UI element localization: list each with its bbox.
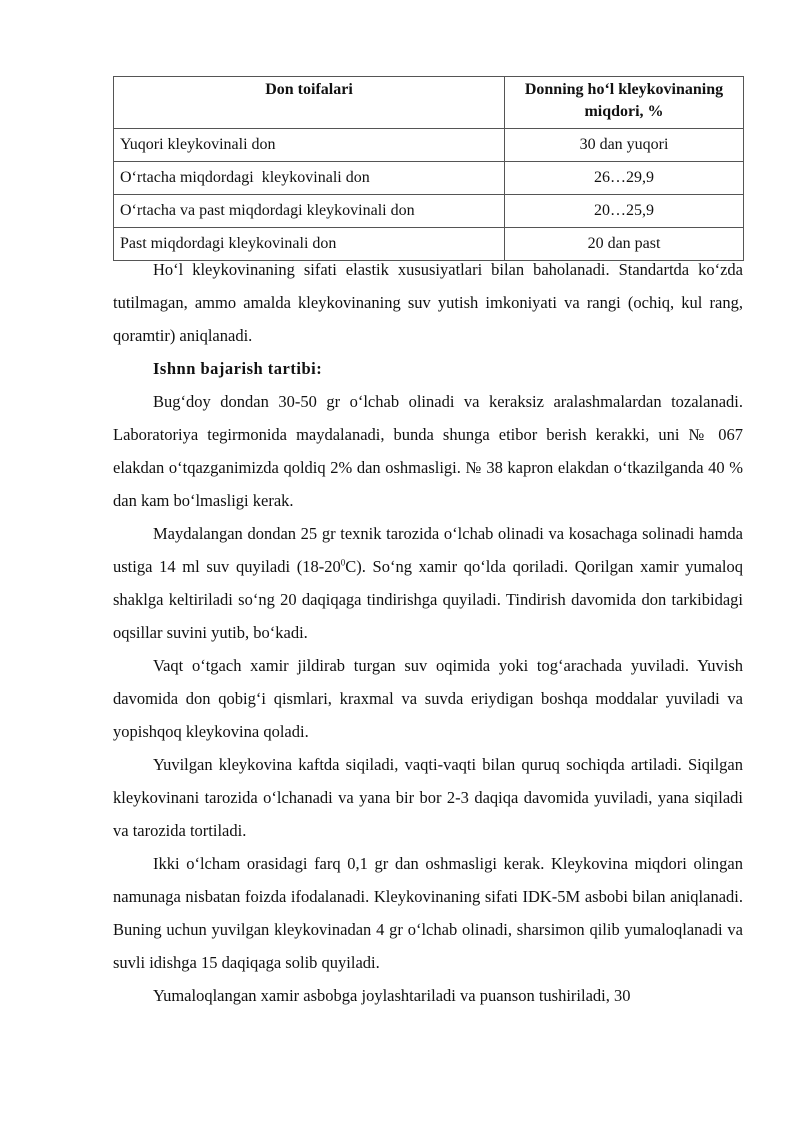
paragraph-dough-kneading: [113, 517, 743, 649]
category-cell: Yuqori kleykovinali don: [114, 129, 505, 162]
section-heading: Ishnn bajarish tartibi:: [153, 359, 323, 378]
category-cell: O‘rtacha va past miqdordagi kleykovinali don: [114, 195, 505, 228]
amount-cell: 20 dan past: [505, 228, 744, 261]
paragraph-dough-washing: Vaqt o‘tgach xamir jildirab turgan suv oqimida yoki tog‘arachada yuviladi. Yuvish davomida don qobig‘i qismlari, kraxmal va suvda eriydigan boshqa moddalar yuviladi va yopishqoq kleykovina qoladi.: [113, 656, 743, 741]
dough-text-start: Maydalangan dondan 25 gr texnik tarozida o‘lchab olinadi va kosachaga solinadi hamda ustiga 14 ml suv quyiladi (18-20: [113, 524, 743, 576]
category-cell: Past miqdordagi kleykovinali don: [114, 228, 505, 261]
table-row: [114, 129, 744, 162]
paragraph-grain-preparation: Bug‘doy dondan 30-50 gr o‘lchab olinadi va keraksiz aralashmalardan tozalanadi. Laboratoriya tegirmonida maydalanadi, bunda shunga etibor berish kerakki, uni № 067 elakdan o‘tqazganimizda qoldiq 2% dan oshmasligi. № 38 kapron elakdan o‘tkazilganda 40 % dan kam bo‘lmasligi kerak.: [113, 392, 743, 510]
paragraph-gluten-weighing: Yuvilgan kleykovina kaftda siqiladi, vaqti-vaqti bilan quruq sochiqda artiladi. Siqilgan kleykovinani tarozida o‘lchanadi va yana bir bor 2-3 daqiqa davomida yuviladi, yana siqiladi va tarozida tortiladi.: [113, 755, 743, 840]
amount-cell: 20…25,9: [505, 195, 744, 228]
table-row: [114, 195, 744, 228]
paragraph-quality-measurement: Ikki o‘lcham orasidagi farq 0,1 gr dan oshmasligi kerak. Kleykovina miqdori olingan namunaga nisbatan foizda ifodalanadi. Kleykovinaning sifati IDK-5M asbobi bilan aniqlanadi. Buning uchun yuvilgan kleykovinadan 4 gr o‘lchab olinadi, sharsimon qilib yumaloqlanadi va suvli idishga 15 daqiqaga solib quyiladi.: [113, 854, 743, 972]
header-grain-category: Don toifalari: [114, 77, 505, 129]
dough-text-end: C). So‘ng xamir qo‘lda qoriladi. Qorilgan xamir yumaloq shaklga keltiriladi so‘ng 20 daqiqaga tindirishga quyiladi. Tindirish davomida don tarkibidagi oqsillar suvini yutib, bo‘kadi.: [113, 557, 743, 642]
degree-superscript: 0: [340, 557, 346, 568]
document-body: [113, 253, 743, 1012]
table-header-row: [114, 77, 744, 129]
amount-cell: 30 dan yuqori: [505, 129, 744, 162]
amount-cell: 26…29,9: [505, 162, 744, 195]
grain-category-table: [113, 76, 744, 261]
paragraph-device-procedure: Yumaloqlangan xamir asbobga joylashtariladi va puanson tushiriladi, 30: [153, 986, 631, 1005]
header-gluten-amount: Donning ho‘l kleykovinaning miqdori, %: [505, 77, 744, 129]
category-cell: O‘rtacha miqdordagi kleykovinali don: [114, 162, 505, 195]
table-row: [114, 162, 744, 195]
paragraph-gluten-quality: Ho‘l kleykovinaning sifati elastik xususiyatlari bilan baholanadi. Standartda ko‘zda tutilmagan, ammo amalda kleykovinaning suv yutish imkoniyati va rangi (ochiq, kul rang, qoramtir) aniqlanadi.: [113, 260, 743, 345]
